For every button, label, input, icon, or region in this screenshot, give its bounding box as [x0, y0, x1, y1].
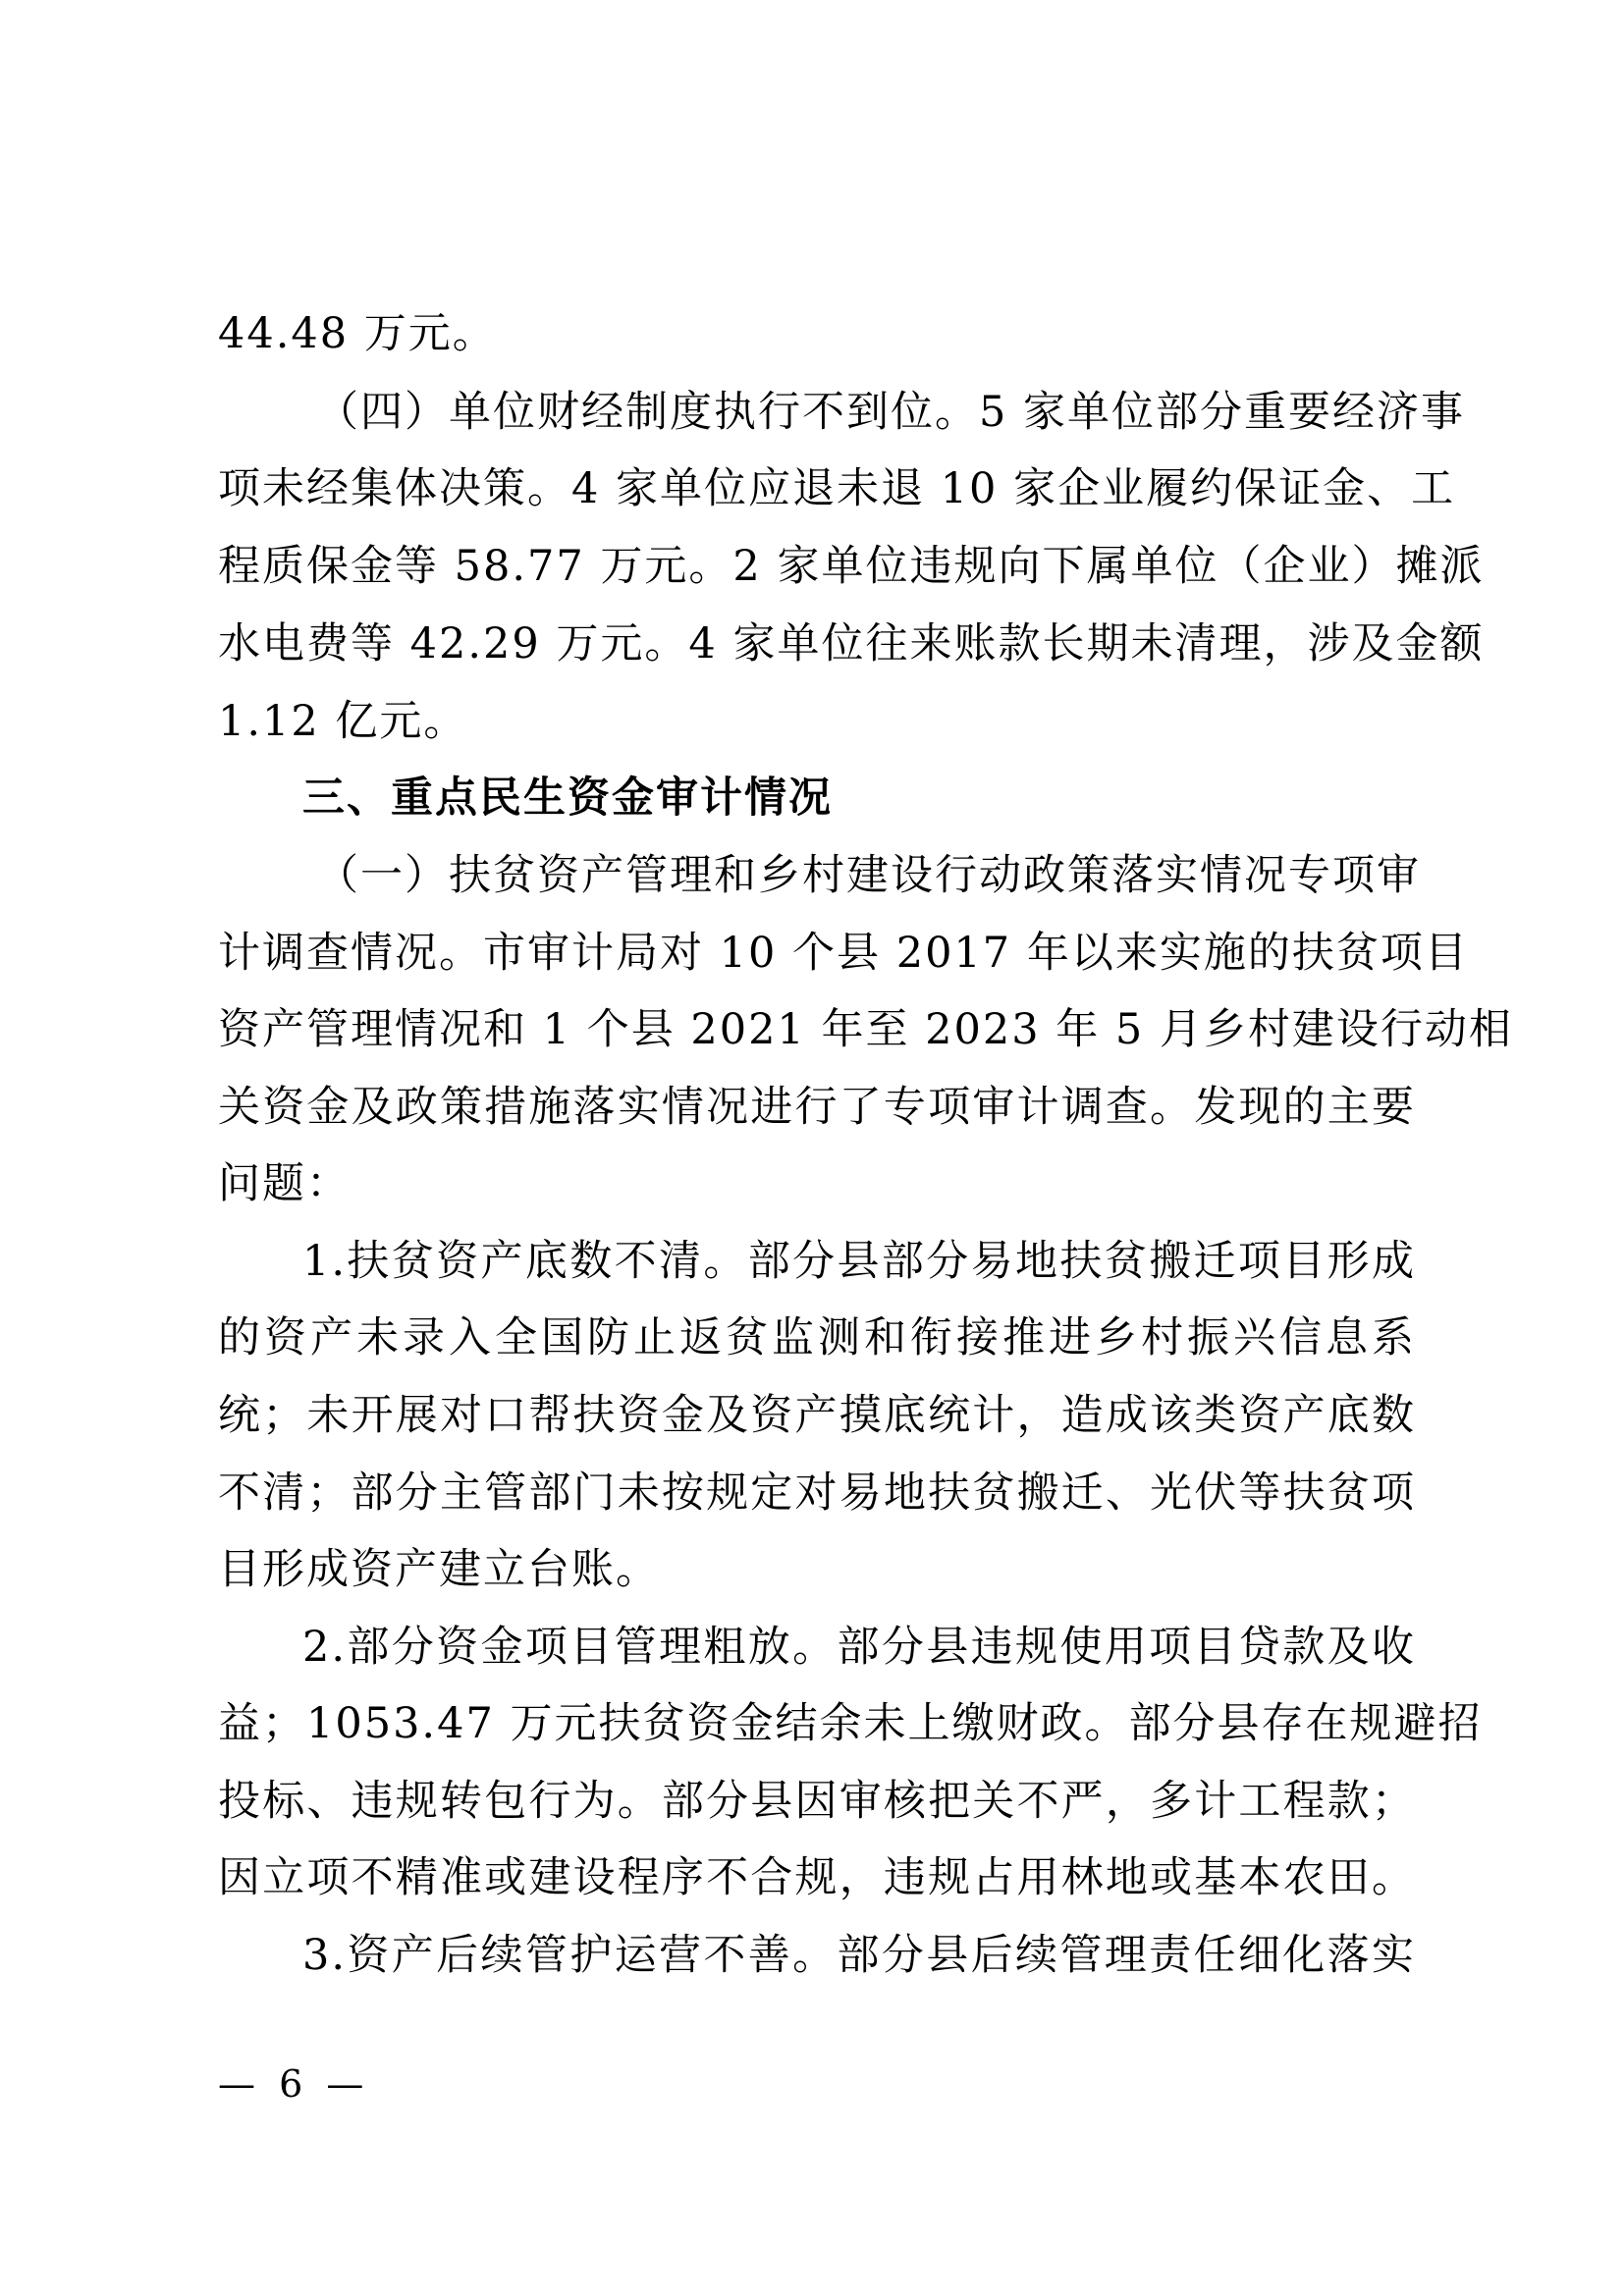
paragraph-line: 资产管理情况和 1 个县 2021 年至 2023 年 5 月乡村建设行动相: [218, 1005, 1513, 1054]
paragraph-line: 44.48 万元。: [218, 309, 497, 358]
subsection-heading-line: （一）扶贫资产管理和乡村建设行动政策落实情况专项审: [316, 851, 1421, 900]
paragraph-line: 问题：: [218, 1159, 351, 1208]
page-number: — 6 —: [218, 2062, 370, 2106]
paragraph-line: 计调查情况。市审计局对 10 个县 2017 年以来实施的扶贫项目: [218, 929, 1469, 978]
paragraph-line: 水电费等 42.29 万元。4 家单位往来账款长期未清理，涉及金额: [218, 619, 1485, 668]
paragraph-line: 关资金及政策措施落实情况进行了专项审计调查。发现的主要: [218, 1083, 1416, 1132]
paragraph-line: 1.12 亿元。: [218, 697, 468, 746]
paragraph-line: 目形成资产建立台账。: [218, 1545, 660, 1594]
list-item-line: 1.扶贫资产底数不清。部分县部分易地扶贫搬迁项目形成: [302, 1237, 1416, 1286]
paragraph-line: 的资产未录入全国防止返贫监测和衔接推进乡村振兴信息系: [218, 1313, 1416, 1362]
paragraph-line: （四）单位财经制度执行不到位。5 家单位部分重要经济事: [316, 388, 1466, 437]
paragraph-line: 不清；部分主管部门未按规定对易地扶贫搬迁、光伏等扶贫项: [218, 1468, 1416, 1518]
paragraph-line: 项未经集体决策。4 家单位应退未退 10 家企业履约保证金、工: [218, 464, 1456, 513]
paragraph-line: 统；未开展对口帮扶资金及资产摸底统计，造成该类资产底数: [218, 1391, 1416, 1440]
paragraph-line: 投标、违规转包行为。部分县因审核把关不严，多计工程款；: [218, 1777, 1416, 1826]
section-heading: 三、重点民生资金审计情况: [302, 774, 833, 823]
paragraph-line: 益；1053.47 万元扶贫资金结余未上缴财政。部分县存在规避招: [218, 1699, 1483, 1748]
list-item-line: 3.资产后续管护运营不善。部分县后续管理责任细化落实: [302, 1931, 1416, 1980]
paragraph-line: 因立项不精准或建设程序不合规，违规占用林地或基本农田。: [218, 1853, 1416, 1902]
paragraph-line: 程质保金等 58.77 万元。2 家单位违规向下属单位（企业）摊派: [218, 542, 1485, 591]
list-item-line: 2.部分资金项目管理粗放。部分县违规使用项目贷款及收: [302, 1623, 1416, 1672]
